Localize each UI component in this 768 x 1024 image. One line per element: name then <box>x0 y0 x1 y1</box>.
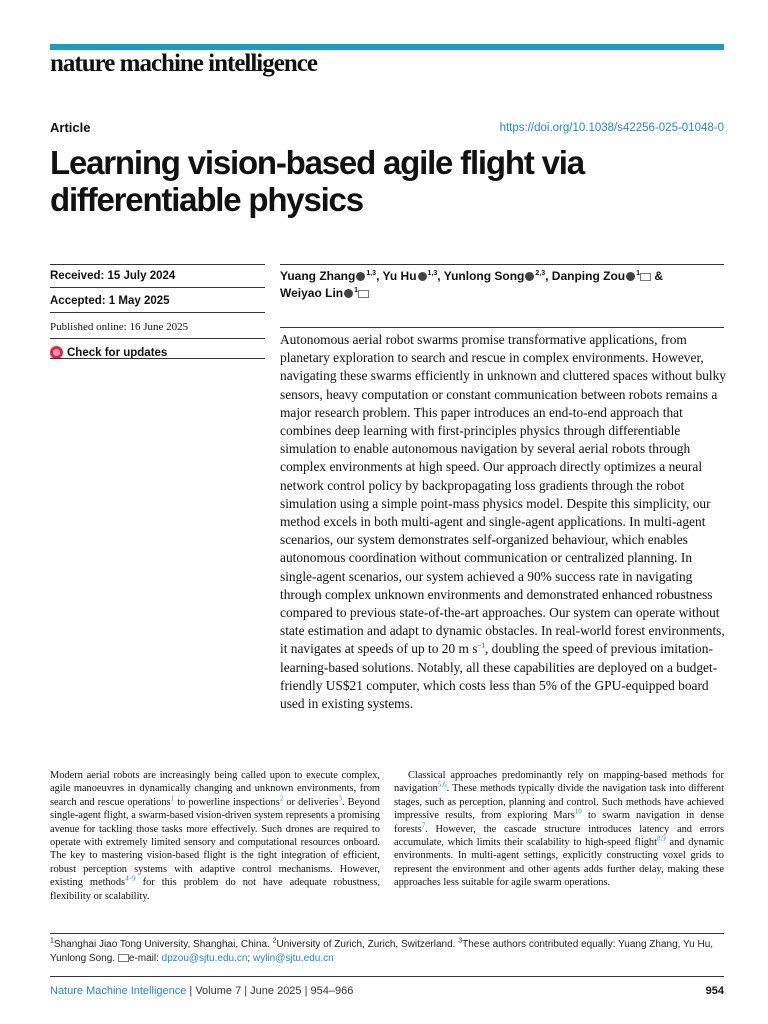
accepted-date: Accepted: 1 May 2025 <box>50 290 265 313</box>
body-column-right <box>394 769 724 890</box>
authors-divider <box>280 264 724 265</box>
doi-link[interactable]: https://doi.org/10.1038/s42256-025-01048-0 <box>499 122 724 134</box>
author-name[interactable]: Yunlong Song <box>443 269 525 283</box>
citation-link[interactable]: 1 <box>170 794 175 803</box>
email-envelope-icon[interactable] <box>640 273 651 281</box>
author-name[interactable]: Yuang Zhang <box>280 269 356 283</box>
page-number: 954 <box>705 985 724 997</box>
citation-link[interactable]: 2 <box>279 794 284 803</box>
citation-link[interactable]: 8,9 <box>657 834 666 843</box>
affiliations-footnote: $^1$Shanghai Jiao Tong University, Shanghai, China. $^2$University of Zurich, Zurich, Switzerland. $^3$These authors contributed equally: Yuang Zhang, Yu Hu, Yunlong Song. e-mail: dpzou@sjtu.edu.cn; wylin@sjtu.edu.cn <box>50 937 714 964</box>
footnote-divider <box>50 933 724 934</box>
orcid-icon[interactable] <box>626 272 635 281</box>
orcid-icon[interactable] <box>418 272 427 281</box>
email-envelope-icon[interactable] <box>358 290 369 298</box>
footer-divider <box>50 976 724 977</box>
body-column-left <box>50 769 380 903</box>
footer-citation: Nature Machine Intelligence | Volume 7 | June 2025 | 954–966 <box>50 985 354 997</box>
citation-link[interactable]: 4–9 <box>125 874 136 883</box>
received-date: Received: 15 July 2024 <box>50 264 265 288</box>
abstract-divider <box>280 327 724 328</box>
orcid-icon[interactable] <box>356 272 365 281</box>
sidebar-divider <box>50 358 265 359</box>
citation-link[interactable]: 5,6 <box>437 780 447 789</box>
email-link[interactable]: wylin@sjtu.edu.cn <box>252 953 334 964</box>
body-paragraph: Classical approaches predominantly rely on mapping-based methods for navigation$^{5,6}$. These methods typically divide the navigation task into different stages, such as perception, planning and control. Such methods have achieved impressive results, from exploring Mars$^{10}$ to swarm navigation in dense forests$^7$. However, the cascade structure introduces latency and errors accumulate, which limits their scalability to high-speed flight$^{8,9}$ and dynamic environments. In multi-agent settings, explicitly constructing voxel grids to represent the environment and other agents adds further delay, making these approaches less suitable for agile swarm operations. <box>394 770 724 889</box>
author-list: Yuang Zhang $^{1,3}$, Yu Hu $^{1,3}$, Yunlong Song $^{2,3}$, Danping Zou $^1$ & Weiyao Lin $^1$ <box>280 269 664 300</box>
author-name[interactable]: Danping Zou <box>551 269 626 283</box>
orcid-icon[interactable] <box>525 272 534 281</box>
citation-link[interactable]: 7 <box>421 821 426 830</box>
abstract: Autonomous aerial robot swarms promise transformative applications, from planetary exploration to search and rescue in complex environments. However, navigating these swarms efficiently in unknown and cluttered spaces without bulky sensors, heavy computation or constant communication between robots remains a major research problem. This paper introduces an end-to-end approach that combines deep learning with first-principles physics through differentiable simulation to enable autonomous navigation by several aerial robots through complex environments at high speed. Our approach directly optimizes a neural network control policy by backpropagating loss gradients through the robot simulation using a simple point-mass physics model. Despite this simplicity, our method excels in both multi-agent and single-agent applications. In multi-agent scenarios, our system demonstrates self-organized behaviour, which enables autonomous coordination without communication or centralized planning. In single-agent scenarios, our system achieved a 90% success rate in navigating through complex unknown environments and demonstrated enhanced robustness compared to previous state-of-the-art approaches. Our system can operate without state estimation and adapt to dynamic obstacles. In real-world forest environments, it navigates at speeds of up to 20 m $s^{-1}$, doubling the speed of previous imitation-learning-based solutions. Notably, all these capabilities are deployed on a budget-friendly US$21 computer, which costs less than 5% of the GPU-equipped board used in existing systems. <box>280 332 727 712</box>
citation-link[interactable]: 10 <box>574 807 582 816</box>
published-date: Published online: 16 June 2025 <box>50 316 265 339</box>
email-link[interactable]: dpzou@sjtu.edu.cn <box>161 953 248 964</box>
citation-link[interactable]: 3 <box>338 794 342 803</box>
email-envelope-icon <box>118 954 129 962</box>
author-name[interactable]: Weiyao Lin <box>280 286 344 300</box>
body-paragraph: Modern aerial robots are increasingly being called upon to execute complex, agile manoeuvres in dynamically changing and unknown environments, from search and rescue operations$^1$ to powerline inspections$^2$ or deliveries$^3$. Beyond single-agent flight, a swarm-based vision-driven system represents a promising avenue for tackling those tasks more effectively. Such drones are required to operate with extremely limited sensory and computational resources onboard. The key to mastering vision-based flight is the tight integration of efficient, robust perception systems with adaptive control mechanisms. However, existing methods$^{4-9}$ for this problem do not have adequate robustness, flexibility or scalability. <box>50 770 380 902</box>
journal-name: nature machine intelligence <box>50 50 317 77</box>
orcid-icon[interactable] <box>344 289 353 298</box>
check-updates-link[interactable]: Check for updates <box>50 346 167 359</box>
author-name[interactable]: Yu Hu <box>382 269 417 283</box>
article-title: Learning vision-based agile flight via differentiable physics <box>50 144 584 218</box>
footer-journal-link[interactable]: Nature Machine Intelligence <box>50 985 187 997</box>
article-type-label: Article <box>50 120 91 135</box>
